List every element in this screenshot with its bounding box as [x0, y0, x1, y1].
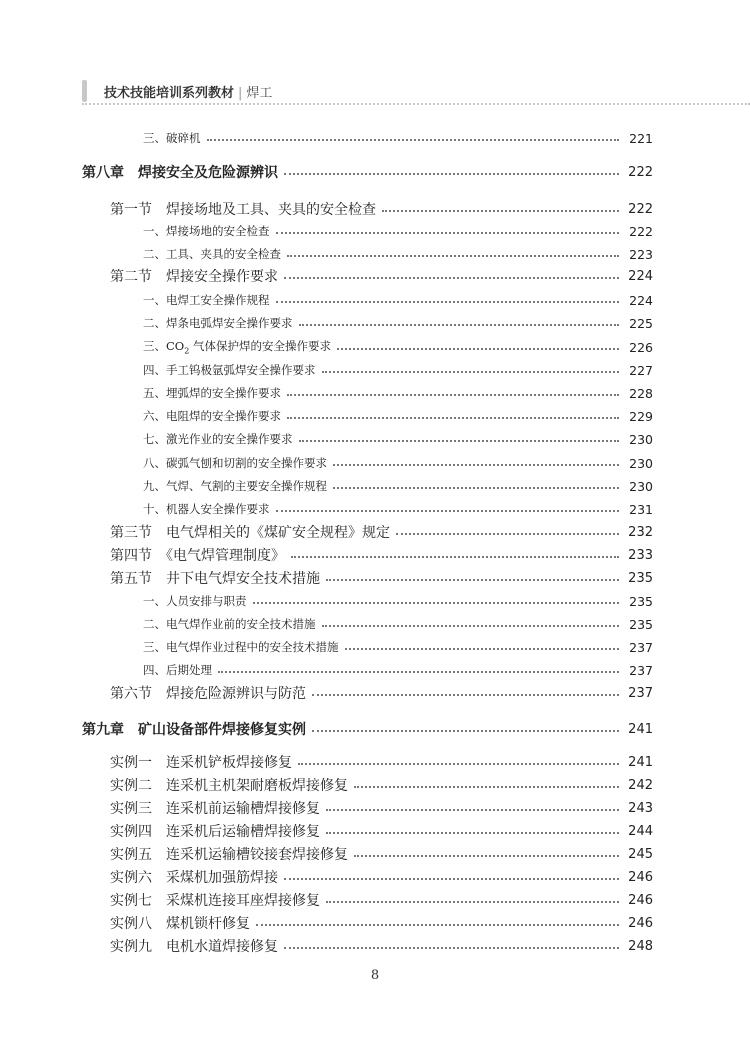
toc-page-number: 235 — [629, 593, 653, 609]
toc-entry-item[interactable] — [143, 336, 653, 358]
toc-entry-item[interactable] — [143, 312, 653, 334]
toc-page-number: 223 — [629, 246, 653, 262]
toc-page-number: 246 — [628, 915, 653, 931]
toc-entry-title: 一、人员安排与职责 — [143, 594, 247, 608]
toc-entry-chapter[interactable] — [82, 161, 653, 183]
toc-entry-title: 第八章 焊接安全及危险源辨识 — [82, 165, 278, 181]
toc-entry-title: 实例三 连采机前运输槽焊接修复 — [110, 801, 320, 817]
toc-entry-section[interactable] — [110, 198, 653, 220]
toc-page-number: 229 — [629, 408, 653, 424]
toc-page-number: 222 — [628, 201, 653, 217]
toc-page-number: 230 — [629, 431, 653, 447]
toc-page-number: 227 — [629, 362, 653, 378]
toc-entry-title: 实例一 连采机铲板焊接修复 — [110, 755, 292, 771]
toc-page-number: 224 — [628, 268, 653, 284]
toc-entry-title: 实例八 煤机锁杆修复 — [110, 916, 250, 932]
toc-entry-example[interactable] — [110, 774, 653, 796]
toc-entry-title: 第九章 矿山设备部件焊接修复实例 — [82, 722, 306, 738]
toc-entry-title: 第五节 井下电气焊安全技术措施 — [110, 571, 320, 587]
toc-entry-item[interactable] — [143, 475, 653, 497]
toc-entry-section[interactable] — [110, 567, 653, 589]
toc-entry-title: 二、电气焊作业前的安全技术措施 — [143, 617, 316, 631]
toc-page-number: 237 — [629, 639, 653, 655]
dot-leader — [322, 625, 620, 627]
toc-entry-title: 九、气焊、气割的主要安全操作规程 — [143, 479, 327, 493]
dot-leader — [322, 371, 620, 373]
toc-entry-example[interactable] — [110, 797, 653, 819]
toc-entry-title: 第二节 焊接安全操作要求 — [110, 269, 278, 285]
toc-entry-item[interactable] — [143, 452, 653, 474]
toc-entry-title: 二、焊条电弧焊安全操作要求 — [143, 316, 293, 330]
dot-leader — [284, 173, 619, 175]
toc-page-number: 230 — [629, 455, 653, 471]
toc-entry-section[interactable] — [110, 521, 653, 543]
dot-leader — [312, 694, 619, 696]
dot-leader — [333, 487, 619, 489]
toc-entry-title: 三、$CO_2$ 气体保护焊的安全操作要求 — [143, 339, 331, 356]
toc-entry-title: 实例二 连采机主机架耐磨板焊接修复 — [110, 778, 348, 794]
dot-leader — [276, 232, 620, 234]
toc-entry-item[interactable] — [143, 220, 653, 242]
header-dotted-rule — [82, 103, 750, 105]
toc-entry-item[interactable] — [143, 498, 653, 520]
toc-entry-section[interactable] — [110, 265, 653, 287]
toc-entry-item[interactable] — [143, 613, 653, 635]
dot-leader — [326, 579, 619, 581]
toc-entry-item[interactable] — [143, 659, 653, 681]
toc-page-number: 226 — [629, 339, 653, 355]
toc-page-number: 241 — [628, 754, 653, 770]
toc-entry-title: 四、手工钨极氩弧焊安全操作要求 — [143, 363, 316, 377]
toc-entry-title: 第四节 《电气焊管理制度》 — [110, 548, 285, 564]
toc-entry-item[interactable] — [143, 636, 653, 658]
toc-page-number: 246 — [628, 892, 653, 908]
toc-entry-section[interactable] — [110, 682, 653, 704]
toc-entry-section[interactable] — [110, 544, 653, 566]
toc-entry-item[interactable] — [143, 289, 653, 311]
toc-page-number: 246 — [628, 869, 653, 885]
toc-entry-item[interactable] — [143, 590, 653, 612]
toc-page-number: 230 — [629, 478, 653, 494]
toc-entry-chapter[interactable] — [82, 718, 653, 740]
dot-leader — [284, 277, 619, 279]
header-accent-bar — [82, 80, 87, 102]
toc-entry-title: 四、后期处理 — [143, 663, 212, 677]
dot-leader — [326, 901, 619, 903]
running-header — [82, 76, 750, 106]
dot-leader — [326, 832, 619, 834]
toc-page-number: 248 — [628, 938, 653, 954]
dot-leader — [396, 533, 619, 535]
toc-entry-title: 三、电气焊作业过程中的安全技术措施 — [143, 640, 339, 654]
toc-page-number: 232 — [628, 524, 653, 540]
dot-leader — [276, 510, 620, 512]
toc-entry-example[interactable] — [110, 866, 653, 888]
dot-leader — [337, 348, 619, 350]
dot-leader — [299, 440, 620, 442]
dot-leader — [312, 730, 619, 732]
header-separator: | — [238, 86, 243, 101]
dot-leader — [354, 855, 619, 857]
toc-entry-example[interactable] — [110, 935, 653, 957]
toc-entry-example[interactable] — [110, 820, 653, 842]
toc-entry-title: 二、工具、夹具的安全检查 — [143, 247, 281, 261]
toc-page-number: 228 — [629, 385, 653, 401]
toc-page-number: 235 — [629, 616, 653, 632]
toc-page-number: 245 — [628, 846, 653, 862]
toc-entry-title: 实例五 连采机运输槽铰接套焊接修复 — [110, 847, 348, 863]
dot-leader — [354, 786, 619, 788]
dot-leader — [291, 556, 619, 558]
toc-entry-item[interactable] — [143, 359, 653, 381]
toc-entry-item[interactable] — [143, 127, 653, 149]
page-number: 8 — [370, 968, 380, 983]
toc-entry-example[interactable] — [110, 843, 653, 865]
dot-leader — [287, 417, 619, 419]
toc-page-number: 235 — [628, 570, 653, 586]
dot-leader — [276, 301, 620, 303]
dot-leader — [207, 139, 620, 141]
toc-entry-title: 八、碳弧气刨和切割的安全操作要求 — [143, 456, 327, 470]
dot-leader — [299, 324, 620, 326]
book-subtitle: 焊工 — [246, 86, 273, 101]
toc-page-number: 233 — [628, 547, 653, 563]
toc-page-number: 237 — [629, 662, 653, 678]
toc-page-number: 225 — [629, 315, 653, 331]
toc-page-number: 221 — [629, 130, 653, 146]
toc-entry-example[interactable] — [110, 751, 653, 773]
toc-entry-title: 实例六 采煤机加强筋焊接 — [110, 870, 278, 886]
toc-page-number: 244 — [628, 823, 653, 839]
toc-entry-item[interactable] — [143, 428, 653, 450]
toc-entry-title: 七、激光作业的安全操作要求 — [143, 432, 293, 446]
dot-leader — [218, 671, 619, 673]
toc-entry-item[interactable] — [143, 243, 653, 265]
dot-leader — [287, 255, 619, 257]
toc-page-number: 237 — [628, 685, 653, 701]
toc-entry-title: 第一节 焊接场地及工具、夹具的安全检查 — [110, 202, 376, 218]
dot-leader — [256, 924, 619, 926]
dot-leader — [326, 809, 619, 811]
dot-leader — [287, 394, 619, 396]
dot-leader — [284, 947, 619, 949]
toc-page-number: 243 — [628, 800, 653, 816]
toc-entry-title: 五、埋弧焊的安全操作要求 — [143, 386, 281, 400]
toc-page-number: 222 — [628, 164, 653, 180]
toc-entry-example[interactable] — [110, 889, 653, 911]
header-title — [104, 82, 272, 101]
dot-leader — [298, 763, 619, 765]
toc-entry-title: 第六节 焊接危险源辨识与防范 — [110, 686, 306, 702]
toc-entry-title: 实例九 电机水道焊接修复 — [110, 939, 278, 955]
book-title: 技术技能培训系列教材 — [104, 86, 235, 101]
toc-page-number: 224 — [629, 292, 653, 308]
dot-leader — [382, 210, 619, 212]
toc-entry-example[interactable] — [110, 912, 653, 934]
toc-entry-title: 一、电焊工安全操作规程 — [143, 293, 270, 307]
dot-leader — [253, 602, 620, 604]
toc-entry-title: 实例七 采煤机连接耳座焊接修复 — [110, 893, 320, 909]
dot-leader — [284, 878, 619, 880]
toc-page-number: 222 — [629, 223, 653, 239]
toc-entry-title: 十、机器人安全操作要求 — [143, 502, 270, 516]
toc-entry-title: 六、电阻焊的安全操作要求 — [143, 409, 281, 423]
toc-entry-item[interactable] — [143, 405, 653, 427]
toc-entry-title: 第三节 电气焊相关的《煤矿安全规程》规定 — [110, 525, 390, 541]
toc-entry-item[interactable] — [143, 382, 653, 404]
toc-entry-title: 实例四 连采机后运输槽焊接修复 — [110, 824, 320, 840]
toc-entry-title: 一、焊接场地的安全检查 — [143, 224, 270, 238]
toc-page-number: 231 — [629, 501, 653, 517]
toc-entry-title: 三、破碎机 — [143, 131, 201, 145]
dot-leader — [345, 648, 620, 650]
dot-leader — [333, 464, 619, 466]
toc-page-number: 241 — [628, 721, 653, 737]
toc-page-number: 242 — [628, 777, 653, 793]
